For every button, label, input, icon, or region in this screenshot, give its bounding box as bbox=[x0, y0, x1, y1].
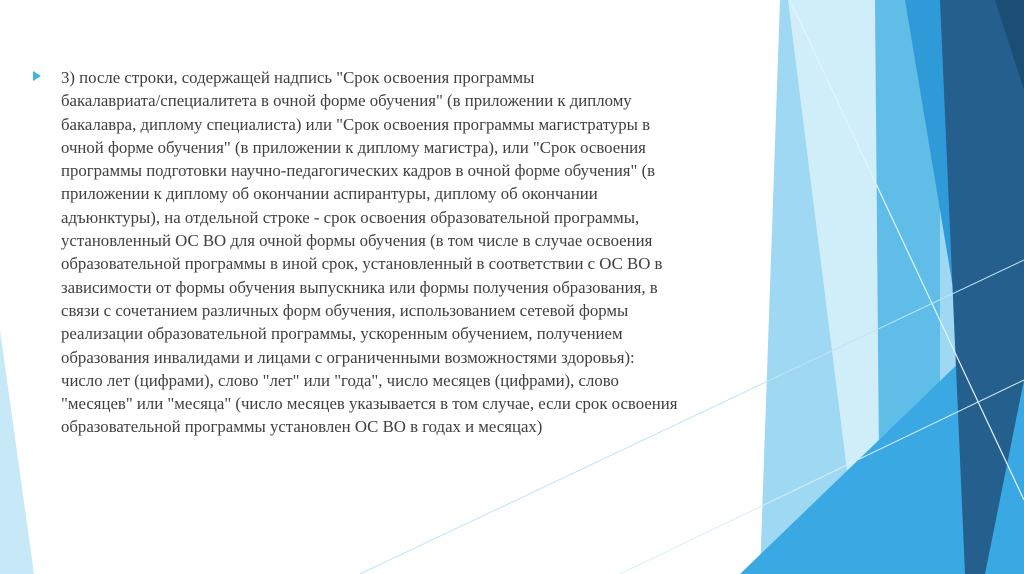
paragraph-line: адъюнктуры), на отдельной строке - срок освоения образовательной программы, bbox=[61, 207, 640, 227]
paragraph-line: "месяцев" или "месяца" (число месяцев указывается в том случае, если срок освоения bbox=[61, 394, 678, 414]
paragraph-line: образовательной программы установлен ОС ВО в годах и месяцах) bbox=[61, 417, 543, 437]
left-edge-shape bbox=[0, 330, 34, 574]
paragraph-line: установленный ОС ВО для очной формы обучения (в том числе в случае освоения bbox=[61, 231, 653, 251]
triangle-bullet-icon bbox=[33, 71, 41, 81]
paragraph-line: бакалавриата/специалитета в очной форме обучения" (в приложении к диплому bbox=[61, 91, 632, 111]
paragraph-line: бакалавра, диплому специалиста) или "Срок освоения программы магистратуры в bbox=[61, 114, 650, 134]
paragraph-line: связи с сочетанием различных форм обучения, использованием сетевой формы bbox=[61, 300, 629, 320]
content-block bbox=[33, 66, 793, 439]
paragraph-line: зависимости от формы обучения выпускника или формы получения образования, в bbox=[61, 277, 658, 297]
paragraph-line: число лет (цифрами), слово "лет" или "года", число месяцев (цифрами), слово bbox=[61, 370, 619, 390]
paragraph-line: очной форме обучения" (в приложении к диплому магистра), или "Срок освоения bbox=[61, 137, 646, 157]
paragraph-line: программы подготовки научно-педагогических кадров в очной форме обучения" (в bbox=[61, 161, 656, 181]
paragraph-line: образовательной программы в иной срок, установленный в соответствии с ОС ВО в bbox=[61, 254, 663, 274]
paragraph-line: образования инвалидами и лицами с ограниченными возможностями здоровья): bbox=[61, 347, 635, 367]
paragraph-line: приложении к диплому об окончании аспирантуры, диплому об окончании bbox=[61, 184, 598, 204]
paragraph-line: реализации образовательной программы, ускоренным обучением, получением bbox=[61, 324, 623, 344]
paragraph-line: 3) после строки, содержащей надпись "Срок освоения программы bbox=[61, 68, 535, 87]
body-paragraph bbox=[61, 66, 793, 439]
